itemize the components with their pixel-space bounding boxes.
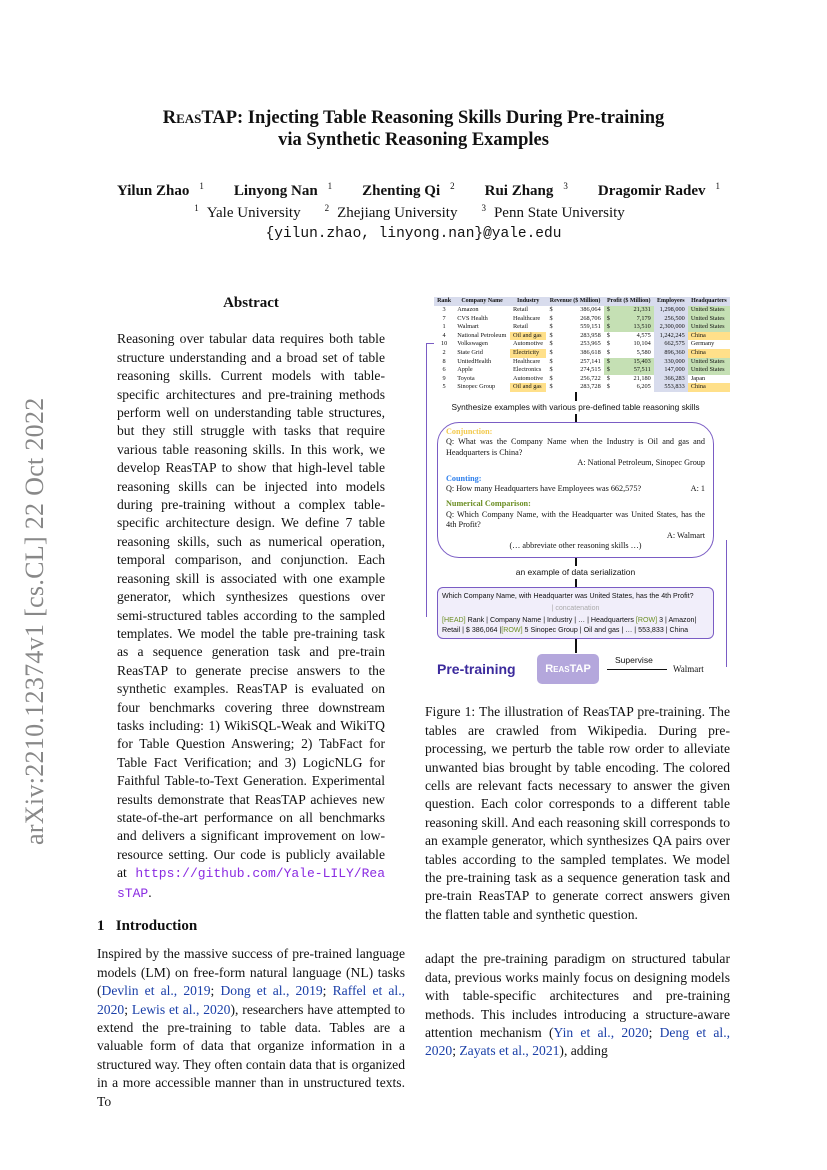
- affiliation: $^2$ Zhejiang University: [324, 203, 458, 221]
- arrow-down: [575, 639, 577, 653]
- reastap-model-box: ReasTAP: [537, 654, 599, 684]
- supervise-label: Supervise: [615, 655, 653, 666]
- concatenation-label: | concatenation: [551, 604, 600, 613]
- pretraining-row: [437, 653, 714, 685]
- table-row: 4 National Petroleum Oil and gas $ 283,958 $ 4,575 1,242,245 China: [434, 332, 730, 341]
- table-header-row: [434, 297, 730, 306]
- abbreviation-note: (… abbreviate other reasoning skills …): [509, 541, 642, 550]
- arrow-line: [607, 669, 667, 670]
- conjunction-question: Q: What was the Company Name when the Industry is Oil and gas and Headquarters is China?: [446, 437, 705, 457]
- intro-paragraph: Inspired by the massive success of pre-trained language models (LM) on free-form natural language (NL) tasks (Devlin et al., 2019; Dong et al., 2019; Raffel et al., 2020; Lewis et al., 2020), researchers have attempted to extend the pre-training to table data. Tables are a valuable form of data that organize information in a structured way. They often contain data that is organized in a more accessible manner than in unstructured texts. To: [97, 946, 405, 1109]
- arxiv-stamp: arXiv:2210.12374v1 [cs.CL] 22 Oct 2022: [20, 397, 49, 845]
- connector-line: [426, 343, 427, 617]
- affiliation: $^3$ Penn State University: [481, 203, 625, 221]
- figure-caption: Figure 1: The illustration of ReasTAP pre-training. The tables are crawled from Wikipedia. During pre-processing, we perturb the table row order to alleviate unwanted bias brought by table encoding. The colored cells are relevant facts necessary to answer the given question. Each color corresponds to a different table reasoning skill. And each reasoning skill corresponds to an example generator, which synthesizes QA pairs over tables according to the sampled templates. We model the pre-training task as a sequence generation task and pre-train ReasTAP to generate correct answers given the flatten table and synthetic question.: [425, 704, 730, 922]
- citation-link[interactable]: Devlin et al., 2019: [101, 983, 211, 999]
- skill-label-counting: Counting:: [446, 473, 482, 483]
- author-name: Dragomir Radev $^1$: [597, 181, 721, 199]
- reasoning-examples-box: [437, 422, 714, 558]
- right-column: [425, 297, 730, 1061]
- citation-link[interactable]: Lewis et al., 2020: [131, 1001, 231, 1017]
- serialized-table: [HEAD] Rank | Company Name | Industry | … | Headquarters [ROW] 3 | Amazon| Retail | $ 386,064 |[ROW] 5 Sinopec Group | Oil and gas | … | 553,833 | China: [442, 616, 697, 635]
- citation-link[interactable]: Yin et al., 2020: [553, 1024, 649, 1040]
- column-header: Headquarters: [688, 297, 730, 306]
- supervise-arrow: [607, 653, 667, 685]
- affiliation: $^1$ Yale University: [194, 203, 301, 221]
- table-row: 3 Amazon Retail $ 386,064 $ 21,331 1,298,000 United States: [434, 306, 730, 315]
- numcomp-question: Q: Which Company Name, with the Headquarter was United States, has the 4th Profit?: [446, 509, 705, 530]
- serialization-label: an example of data serialization: [515, 567, 636, 578]
- citation-link[interactable]: Dong et al., 2019: [220, 983, 323, 999]
- arrow-down: [575, 579, 577, 587]
- synthesize-label: Synthesize examples with various pre-defined table reasoning skills: [451, 401, 700, 412]
- left-column: [97, 294, 405, 1111]
- code-url-link[interactable]: https://github.com/Yale-LILY/ReasTAP: [117, 866, 385, 901]
- column-header: Profit ($ Million): [604, 297, 654, 306]
- table-row: 9 Toyota Automotive $ 256,722 $ 21,180 366,283 Japan: [442, 374, 706, 382]
- author-name: Linyong Nan $^1$: [233, 181, 333, 199]
- citation-link[interactable]: Deng et al., 2020: [425, 1024, 730, 1059]
- table-row: 6 Apple Electronics $ 274,515 $ 57,511 147,000 United States: [434, 366, 730, 375]
- right-column-text: adapt the pre-training paradigm on structured tabular data, previous works mainly focus on designing models with table-specific architectures and pre-training methods. This includes introducing a structure-aware attention mechanism (Yin et al., 2020; Deng et al., 2020; Zayats et al., 2021), adding: [425, 951, 730, 1059]
- conjunction-answer: A: National Petroleum, Sinopec Group: [577, 458, 705, 468]
- author-name: Rui Zhang $^3$: [484, 181, 568, 199]
- column-header: Employees: [654, 297, 688, 306]
- author-name: Yilun Zhao $^1$: [116, 181, 204, 199]
- intro-heading: 1 Introduction: [97, 918, 198, 934]
- answer-walmart: Walmart: [673, 664, 704, 675]
- column-header: Industry: [510, 297, 546, 306]
- author-email: {yilun.zhao, linyong.nan}@yale.edu: [265, 226, 562, 242]
- citation-link[interactable]: Zayats et al., 2021: [459, 1043, 560, 1059]
- column-header: Revenue ($ Million): [546, 297, 603, 306]
- pretraining-label: Pre-training: [437, 661, 516, 678]
- author-name: Zhenting Qi $^2$: [362, 181, 455, 199]
- column-header: Company Name: [454, 297, 510, 306]
- arrow-down: [575, 392, 577, 401]
- figure-diagram: [437, 392, 714, 685]
- figure-1: [425, 297, 730, 685]
- abstract-section: Abstract Reasoning over tabular data requires both table structure understanding and a broad set of table reasoning skills. Current models with table-specific architectures and pre-training methods perform well on understanding table structures, but they still struggle with tasks that require various table reasoning skills. In this work, we develop ReasTAP to show that high-level table reasoning skills can be injected into models during pre-training without a complex table-specific architecture design. We define 7 table reasoning skills, such as numerical operation, temporal comparison, and conjunction. Each reasoning skill is associated with one example generator, which synthesizes questions over semi-structured tables according to the sampled templates. We model the table pre-training task as a sequence generation task and pre-train ReasTAP to generate precise answers to the synthetic examples. ReasTAP is evaluated on four benchmarks covering three downstream tasks including: 1) WikiSQL-Weak and WikiTQ for Table Question Answering; 2) TabFact for Table Fact Verification; and 3) LogicNLG for Faithful Table-to-Text Generation. Experimental results demonstrate that ReasTAP achieves new state-of-the-art performance on all benchmarks and delivers a significant improvement on low-resource setting. Our code is publicly available at https://github.com/Yale-LILY/ReasTAP.: [97, 294, 405, 903]
- column-header: Rank: [434, 297, 454, 306]
- table-row: 1 Walmart Retail $ 559,151 $ 13,510 2,300,000 United States: [434, 323, 730, 332]
- paper-title: ReasTAP: Injecting Table Reasoning Skills During Pre-training via Synthetic Reasoning Examples: [162, 108, 665, 150]
- table-row: 7 CVS Health Healthcare $ 268,706 $ 7,179 256,500 United States: [434, 315, 730, 324]
- introduction-section: [97, 917, 405, 1111]
- connector-line: [426, 343, 434, 344]
- table-row: 5 Sinopec Group Oil and gas $ 283,728 $ 6,205 553,833 China: [434, 383, 730, 392]
- abstract-heading: Abstract: [223, 295, 279, 311]
- authors: [0, 181, 827, 200]
- affiliations: [0, 203, 827, 222]
- serialized-question: Which Company Name, with Headquarter was United States, has the 4th Profit?: [442, 592, 694, 601]
- counting-question: Q: How many Headquarters have Employees was 662,575? A: 1: [446, 483, 705, 493]
- arrow-down: [575, 414, 577, 422]
- citation-link[interactable]: Raffel et al., 2020: [97, 983, 405, 1017]
- connector-line: [726, 540, 727, 667]
- skill-label-numerical-comparison: Numerical Comparison:: [446, 499, 531, 509]
- abstract-text: Reasoning over tabular data requires both table structure understanding and a broad set of table reasoning skills. Current models with table-specific architectures and pre-training methods perform well on understanding table structures, but they still struggle with tasks that require various table reasoning skills. In this work, we develop ReasTAP to show that high-level table reasoning skills can be injected into models during pre-training without a complex table-specific architecture design. We define 7 table reasoning skills, such as numerical operation, temporal comparison, and conjunction. Each reasoning skill is associated with one example generator, which synthesizes questions over semi-structured tables according to the sampled templates. We model the table pre-training task as a sequence generation task and pre-train ReasTAP to generate precise answers to the synthetic examples. ReasTAP is evaluated on four benchmarks covering three downstream tasks including: 1) WikiSQL-Weak and WikiTQ for Table Question Answering; 2) TabFact for Table Fact Verification; and 3) LogicNLG for Faithful Table-to-Text Generation. Experimental results demonstrate that ReasTAP achieves new state-of-the-art performance on all benchmarks and delivers a significant improvement on low-resource setting. Our code is publicly available at: [117, 331, 385, 881]
- serialization-box: [437, 587, 714, 639]
- skill-label-conjunction: Conjunction:: [446, 426, 493, 436]
- table-row: 10 Volkswagen Automotive $ 253,965 $ 10,104 662,575 Germany: [440, 340, 715, 348]
- numcomp-answer: A: Walmart: [666, 530, 705, 540]
- table-row: 2 State Grid Electricity $ 386,618 $ 5,580 896,360 China: [434, 349, 730, 358]
- company-table: [434, 297, 730, 392]
- arrow-down: [575, 558, 577, 566]
- table-row: 8 UnitedHealth Healthcare $ 257,141 $ 15,403 330,000 United States: [434, 358, 730, 367]
